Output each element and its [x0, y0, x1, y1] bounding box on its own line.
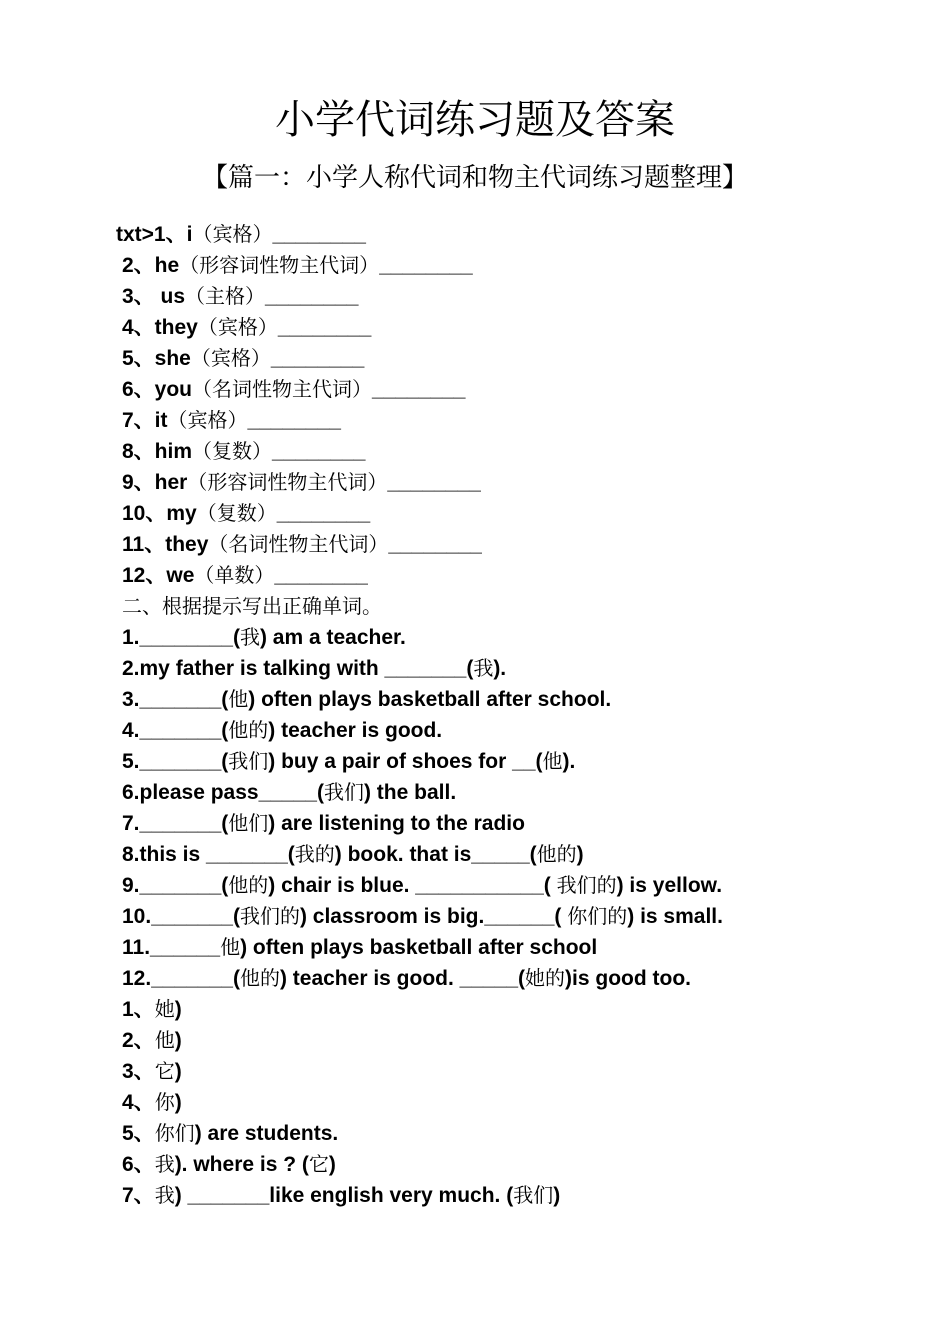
exercise-line [0, 932, 950, 963]
exercise-text: ) [328, 1153, 336, 1176]
exercise-text: 3、 us [122, 285, 186, 308]
exercise-text: 5、she [122, 347, 191, 370]
exercise-text: 3、 [122, 1060, 155, 1083]
exercise-text: ) often plays basketball after school. [248, 688, 612, 711]
chinese-hint: （形容词性物主代词） [187, 470, 388, 494]
exercise-text: ________ [272, 223, 366, 246]
exercise-text: 10._______( [122, 905, 240, 928]
exercise-text: 9._______( [122, 874, 229, 897]
exercise-line [0, 901, 950, 932]
chinese-hint: （宾格） [192, 222, 273, 246]
chinese-hint: （复数） [192, 439, 273, 463]
exercise-text: ) [553, 1184, 561, 1207]
exercise-text: 12、we [122, 564, 195, 587]
document-title: 小学代词练习题及答案 [275, 97, 675, 143]
chinese-hint: （单数） [194, 563, 275, 587]
chinese-hint: 我们 [323, 780, 364, 804]
exercise-text: ________ [379, 254, 473, 277]
exercise-text: ) are students. [194, 1122, 339, 1145]
exercise-text: 8.this is _______( [122, 843, 295, 866]
exercise-line [0, 405, 950, 436]
chinese-hint: 她的 [525, 966, 566, 990]
exercise-text: ). [493, 657, 507, 680]
exercise-text: ) [174, 1060, 182, 1083]
exercise-line [0, 498, 950, 529]
exercise-text: ) am a teacher. [259, 626, 406, 649]
exercise-text: 7、it [122, 409, 168, 432]
exercise-line [0, 963, 950, 994]
exercise-text: 8、him [122, 440, 193, 463]
exercise-line [0, 653, 950, 684]
chinese-hint: 我 [154, 1183, 175, 1207]
exercise-text: 1、 [122, 998, 155, 1021]
exercise-line [0, 591, 950, 622]
chinese-hint: 我们 [228, 749, 269, 773]
exercise-text: ) book. that is_____( [334, 843, 537, 866]
chinese-hint: （宾格） [167, 408, 248, 432]
exercise-text: ) teacher is good. [268, 719, 443, 742]
exercise-text: ________ [387, 471, 481, 494]
exercise-line [0, 1025, 950, 1056]
exercise-line [0, 560, 950, 591]
exercise-text: 2.my father is talking with _______( [122, 657, 474, 680]
exercise-text: ________ [388, 533, 482, 556]
exercise-line [0, 777, 950, 808]
exercise-text: ) teacher is good. _____( [279, 967, 526, 990]
exercise-text: 11、they [122, 533, 209, 556]
exercise-line [0, 746, 950, 777]
exercise-text: 10、my [122, 502, 197, 525]
exercise-line [0, 312, 950, 343]
exercise-text: ) often plays basketball after school [240, 936, 598, 959]
exercise-text: 12._______( [122, 967, 240, 990]
chinese-hint: （宾格） [197, 315, 278, 339]
exercise-text: ________ [277, 316, 372, 339]
exercise-text: 9、her [122, 471, 188, 494]
exercise-text: ) are listening to the radio [268, 812, 525, 835]
exercise-text: ________ [265, 285, 359, 308]
chinese-hint: （主格） [185, 284, 266, 308]
exercise-line [0, 1087, 950, 1118]
exercise-line [0, 219, 950, 250]
exercise-text: ). [562, 750, 576, 773]
chinese-hint: 我 [239, 625, 260, 649]
document-subtitle: 【篇一：小学人称代词和物主代词练习题整理】 [201, 163, 748, 193]
exercise-line [0, 808, 950, 839]
chinese-hint: 他的 [239, 966, 280, 990]
chinese-hint: 我 [473, 656, 494, 680]
exercise-line [0, 839, 950, 870]
exercise-line [0, 1149, 950, 1180]
exercise-text: txt>1、i [116, 223, 193, 246]
chinese-hint: 我 [154, 1152, 175, 1176]
exercise-text: ) [576, 843, 584, 866]
exercise-line [0, 684, 950, 715]
chinese-hint: （宾格） [190, 346, 271, 370]
chinese-hint: 它 [154, 1059, 175, 1083]
chinese-hint: 我们的 [556, 873, 617, 897]
exercise-text: ) chair is blue. ___________( [268, 874, 557, 897]
chinese-hint: 它 [308, 1152, 329, 1176]
chinese-hint: 二、根据提示写出正确单词。 [122, 594, 382, 618]
chinese-hint: 他 [228, 687, 249, 711]
exercise-text: ) [174, 998, 182, 1021]
exercise-text: 7、 [122, 1184, 155, 1207]
exercise-text: 2、 [122, 1029, 155, 1052]
exercise-text: ) is small. [627, 905, 723, 928]
chinese-hint: 我的 [294, 842, 335, 866]
exercise-text: ) buy a pair of shoes for __( [268, 750, 543, 773]
exercise-line [0, 870, 950, 901]
exercise-text: ________ [272, 440, 366, 463]
chinese-hint: 他 [154, 1028, 175, 1052]
exercise-text: 4、 [122, 1091, 155, 1114]
exercise-text: 2、he [122, 254, 180, 277]
chinese-hint: 他们 [228, 811, 269, 835]
exercise-line [0, 622, 950, 653]
chinese-hint: 她 [154, 997, 175, 1021]
exercise-text: 4._______( [122, 719, 229, 742]
exercise-text: ) classroom is big.______( [299, 905, 568, 928]
exercise-line [0, 250, 950, 281]
chinese-hint: 我们 [513, 1183, 554, 1207]
exercise-text: 5._______( [122, 750, 229, 773]
chinese-hint: 你 [154, 1090, 175, 1114]
chinese-hint: 他的 [228, 718, 269, 742]
exercise-text: 3._______( [122, 688, 229, 711]
exercise-text: 5、 [122, 1122, 155, 1145]
exercise-line [0, 1180, 950, 1211]
exercise-text: 6、 [122, 1153, 155, 1176]
chinese-hint: （名词性物主代词） [208, 532, 389, 556]
chinese-hint: 他的 [536, 842, 577, 866]
chinese-hint: 他 [542, 749, 563, 773]
exercise-text: )is good too. [565, 967, 692, 990]
chinese-hint: 我们的 [239, 904, 300, 928]
exercise-text: 1.________( [122, 626, 240, 649]
chinese-hint: （复数） [196, 501, 277, 525]
exercise-line [0, 529, 950, 560]
exercise-list [0, 219, 950, 1211]
exercise-line [0, 715, 950, 746]
chinese-hint: （名词性物主代词） [192, 377, 373, 401]
exercise-text: ________ [247, 409, 341, 432]
exercise-text: ) [174, 1029, 182, 1052]
chinese-hint: （形容词性物主代词） [179, 253, 380, 277]
exercise-text: ). where is ? ( [174, 1153, 309, 1176]
chinese-hint: 你们 [154, 1121, 195, 1145]
exercise-text: 11.______ [122, 936, 221, 959]
exercise-text: ) _______like english very much. ( [174, 1184, 514, 1207]
exercise-line [0, 436, 950, 467]
exercise-text: ) the ball. [363, 781, 457, 804]
exercise-line [0, 994, 950, 1025]
exercise-text: ) is yellow. [616, 874, 723, 897]
exercise-line [0, 281, 950, 312]
chinese-hint: 你们的 [567, 904, 628, 928]
exercise-text: 6、you [122, 378, 193, 401]
exercise-line [0, 374, 950, 405]
exercise-text: 7._______( [122, 812, 229, 835]
exercise-text: 4、they [122, 316, 198, 339]
chinese-hint: 他的 [228, 873, 269, 897]
exercise-line [0, 467, 950, 498]
exercise-line [0, 1118, 950, 1149]
exercise-text: ________ [372, 378, 466, 401]
exercise-line [0, 343, 950, 374]
exercise-text: ) [174, 1091, 182, 1114]
exercise-line [0, 1056, 950, 1087]
chinese-hint: 他 [220, 935, 241, 959]
exercise-text: ________ [276, 502, 371, 525]
exercise-text: ________ [274, 564, 368, 587]
exercise-text: 6.please pass_____( [122, 781, 324, 804]
exercise-text: ________ [270, 347, 365, 370]
